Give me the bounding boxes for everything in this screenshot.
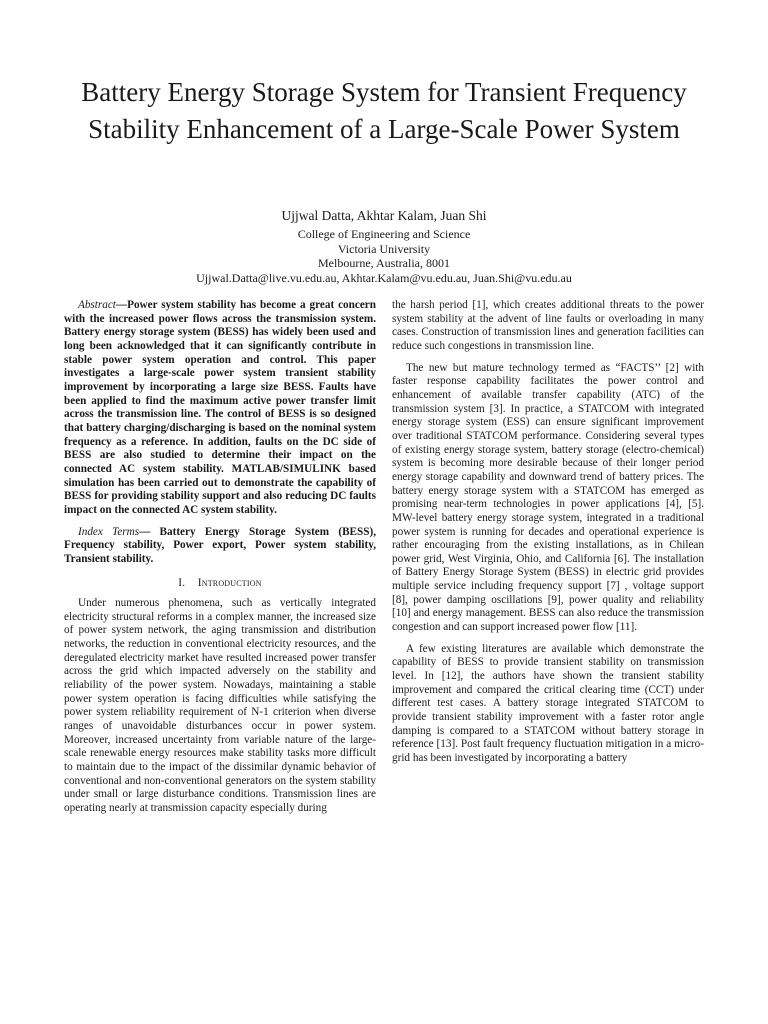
paper-title: Battery Energy Storage System for Transient Frequency Stability Enhancement of a Large-Scale Power System [81,77,687,144]
intro-paragraph-1: Under numerous phenomena, such as vertically integrated electricity structural reforms in a complex manner, the increased size of power system network, the aging transmission and distribution networks, the reduction in conventional electricity resources, and the deregulated electricity market have resulted increased power transfer across the grid which impacted adversely on the stability and reliability of the power system. Nowadays, maintaining a stable power system operation is facing difficulties while satisfying the power system reliability requirement of N-1 criterion when diverse ranges of unavoidable disturbances occur in power system. Moreover, increased uncertainty from variable nature of the large-scale renewable energy resources make stability tasks more difficult to maintain due to the impact of the dissimilar dynamic behavior of conventional and non-conventional generators on the system stability under small or large disturbance conditions. Transmission lines are operating nearly at transmission capacity especially during [64,597,376,814]
affiliation-university: Victoria University [337,241,431,256]
intro-paragraph-1-continued: the harsh period [1], which creates additional threats to the power system stability at the advent of line faults or overloading in many cases. Construction of transmission lines and generation facilities can reduce such congestions in transmission line. [392,299,704,352]
section-title: Introduction [197,577,262,590]
affiliation-college: College of Engineering and Science [297,227,471,241]
abstract-text: —Power system stability has become a great concern with the increased power flows across the transmission system. Battery energy storage system (BESS) has widely been used and long been acknowledged that it can significantly contribute in stable power system operation and control. This paper investigates a large-scale power system transient stability improvement by incorporating a large size BESS. Faults have been applied to find the maximum active power transfer limit across the transmission line. The control of BESS is so designed that battery charging/discharging is based on the nominal system frequency as a reference. In addition, faults on the DC side of BESS are also studied to determine their impact on the connected AC system stability. MATLAB/SIMULINK based simulation has been carried out to demonstrate the capability of BESS for providing stability support and also reducing DC faults impact on the connected AC system stability. [64,299,376,516]
right-column [392,299,704,766]
index-terms-text: — Battery Energy Storage System (BESS), Frequency stability, Power export, Power system stability, Transient stability. [64,525,376,565]
left-column [64,299,376,816]
affiliation-block [0,227,768,286]
author-emails: Ujjwal.Datta@live.vu.edu.au, Akhtar.Kalam@vu.edu.au, Juan.Shi@vu.edu.au [196,271,572,286]
section-heading-introduction [64,577,376,591]
index-terms-label: Index Terms [78,525,140,538]
author-list: Ujjwal Datta, Akhtar Kalam, Juan Shi [281,208,487,223]
intro-paragraph-3: A few existing literatures are available which demonstrate the capability of BESS to provide transient stability on transmission level. In [12], the authors have shown the transient stability improvement and compared the critical clearing time (CCT) under different test cases. A battery storage integrated STATCOM to provide transient stability improvement with a faster rotor angle damping is compared to a STATCOM without battery storage in reference [13]. Post fault frequency fluctuation mitigation in a micro-grid has been investigated by incorporating a battery [392,642,704,764]
index-terms [64,526,376,567]
section-number: I. [178,577,186,590]
affiliation-location: Melbourne, Australia, 8001 [318,256,450,271]
abstract [64,299,376,518]
intro-paragraph-2: The new but mature technology termed as “FACTS’’ [2] with faster response capability facilitates the power control and enhancement of available transfer capability (ATC) of the transmission system [3]. In practice, a STATCOM with integrated energy storage system (ESS) can ensure significant improvement over traditional STATCOM performance. Considering several types of existing energy storage system, battery storage (electro-chemical) system is becoming more desirable because of their longer period energy storage capability and downward trend of battery prices. The battery energy storage system with a STATCOM has emerged as promising near-term technologies in power applications [4], [5]. MW-level battery energy storage system, integrated in a traditional power system is running for decades and operational experience is rather encouraging from the existing installations, as in Chilean power grid, West Virginia, Ohio, and California [6]. The installation of Battery Energy Storage System (BESS) in electric grid provides multiple service including frequency support [7] , voltage support [8], power damping oscillations [9], power quality and reliability [10] and energy management. BESS can also reduce the transmission congestion and can support increased power flow [11]. [392,361,704,634]
abstract-label: Abstract [78,299,116,311]
